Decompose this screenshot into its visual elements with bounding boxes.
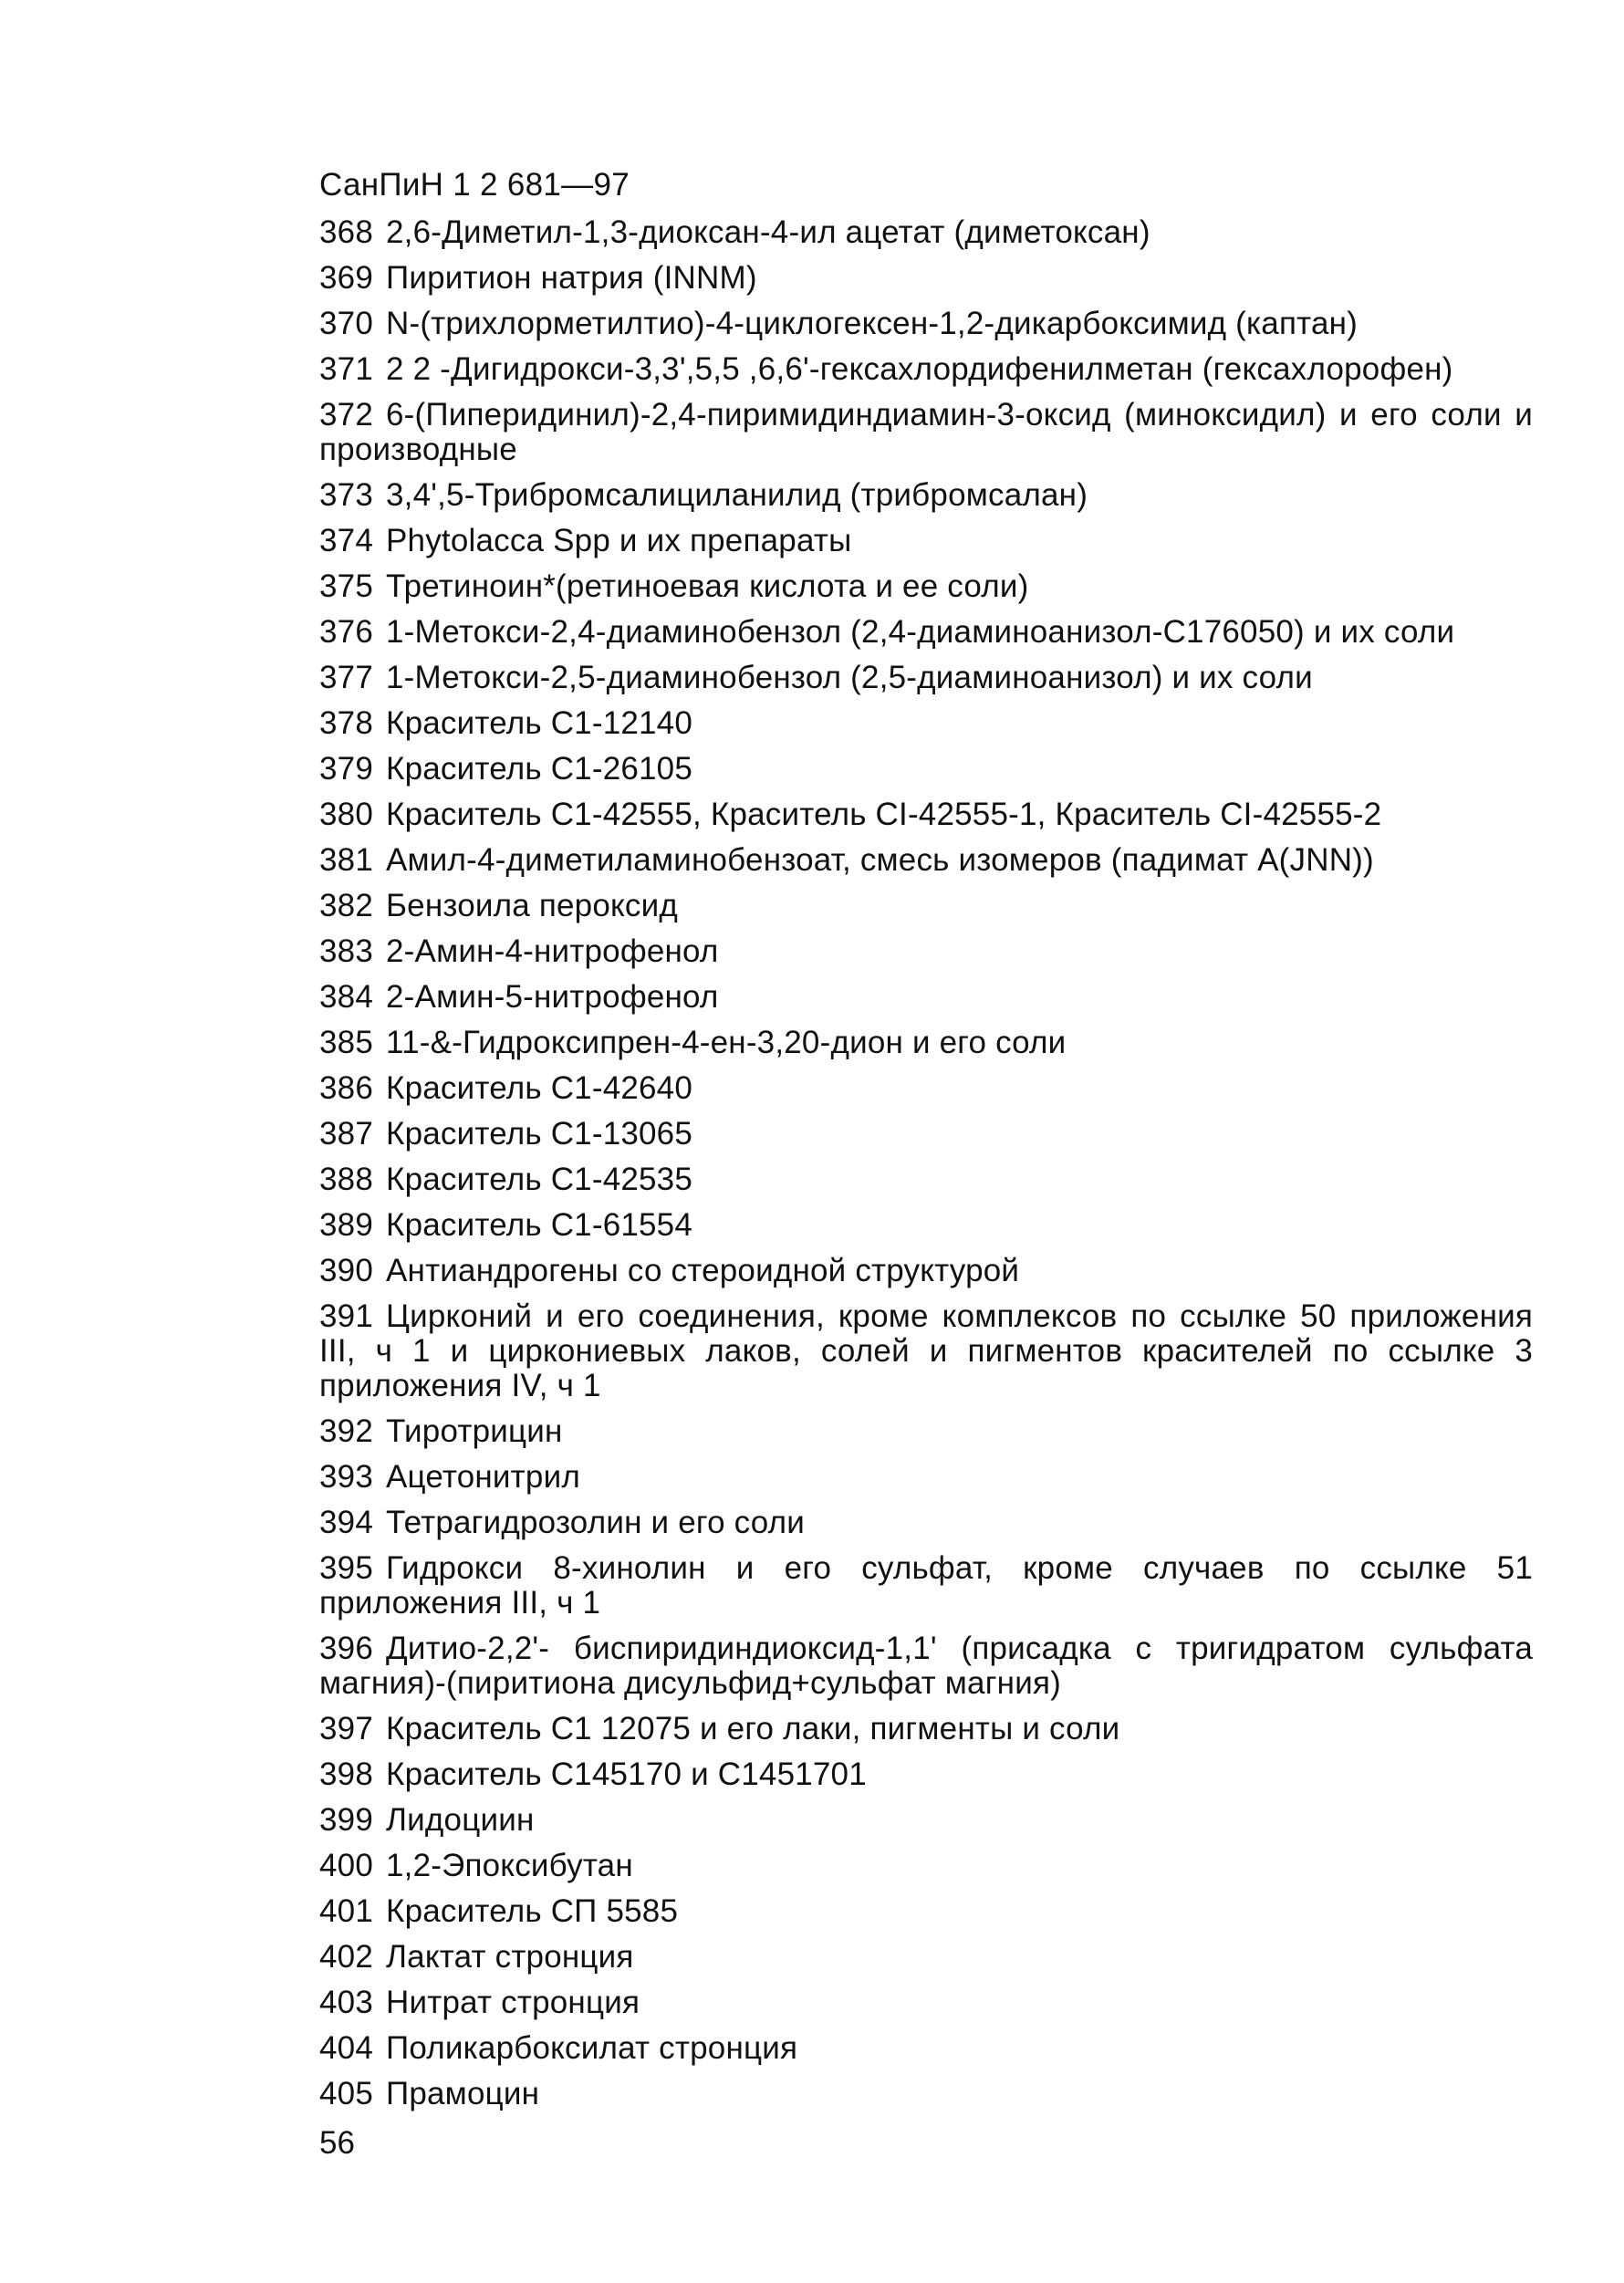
entry-text: Краситель С1-42535 [386,1162,693,1197]
list-item [319,1208,1533,1243]
entry-number: 384 [319,979,373,1015]
entry-number: 383 [319,933,373,969]
entry-number: 403 [319,1985,373,2020]
list-item [319,1849,1533,1883]
entry-number: 371 [319,351,373,387]
list-item [319,398,1533,467]
entry-text: Прамоцин [386,2076,540,2111]
list-item [319,661,1533,695]
entry-number: 377 [319,660,373,695]
list-item [319,615,1533,650]
entry-number: 402 [319,1939,373,1975]
entry-text: Phytolacca Spp и их препараты [386,523,852,558]
entry-number: 391 [319,1298,373,1334]
entry-number: 392 [319,1413,373,1449]
entry-text: Гидрокси 8-хинолин и его сульфат, кроме случаев по ссылке 51 приложения III, ч 1 [319,1550,1533,1621]
entry-number: 382 [319,888,373,923]
entry-number: 386 [319,1070,373,1106]
entry-number: 374 [319,523,373,558]
list-item [319,1631,1533,1701]
entry-text: N-(трихлорметилтио)-4-циклогексен-1,2-дикарбоксимид (каптан) [386,306,1358,341]
list-item [319,1414,1533,1449]
entry-number: 369 [319,260,373,296]
list-item [319,1254,1533,1288]
entry-number: 390 [319,1253,373,1288]
list-item [319,569,1533,604]
entry-text: Краситель С1-61554 [386,1207,693,1243]
entry-number: 385 [319,1025,373,1060]
entry-text: Поликарбоксилат стронция [386,2030,798,2066]
list-item [319,524,1533,558]
entry-number: 396 [319,1631,373,1666]
substance-list [319,215,1533,2111]
list-item [319,934,1533,969]
entry-text: 1-Метокси-2,5-диаминобензол (2,5-диаминоанизол) и их соли [386,660,1313,695]
entry-number: 370 [319,306,373,341]
entry-number: 379 [319,751,373,787]
entry-text: 6-(Пиперидинил)-2,4-пиримидиндиамин-3-оксид (миноксидил) и его соли и производные [319,397,1533,467]
list-item [319,1506,1533,1540]
entry-number: 398 [319,1757,373,1792]
entry-number: 375 [319,568,373,604]
list-item [319,1551,1533,1621]
entry-number: 381 [319,842,373,878]
entry-number: 368 [319,214,373,250]
entry-text: Ацетонитрил [386,1459,580,1495]
list-item [319,752,1533,787]
list-item [319,1071,1533,1106]
entry-text: Краситель С1-13065 [386,1116,693,1152]
entry-number: 394 [319,1505,373,1540]
list-item [319,980,1533,1015]
entry-text: 1-Метокси-2,4-диаминобензол (2,4-диаминоанизол-С176050) и их соли [386,614,1455,650]
list-item [319,1712,1533,1746]
entry-text: Цирконий и его соединения, кроме комплексов по ссылке 50 приложения III, ч 1 и циркониевых лаков, солей и пигментов красителей по ссылке 3 приложения IV, ч 1 [319,1298,1533,1403]
entry-text: Краситель С1 12075 и его лаки, пигменты и соли [386,1711,1120,1746]
list-item [319,1803,1533,1838]
entry-text: Лидоциин [386,1802,535,1838]
entry-number: 400 [319,1848,373,1883]
entry-text: 2 2 -Дигидрокси-3,3',5,5 ,6,6'-гексахлордифенилметан (гексахлорофен) [386,351,1453,387]
entry-text: Тетрагидрозолин и его соли [386,1505,806,1540]
list-item [319,1894,1533,1929]
entry-text: Тиротрицин [386,1413,563,1449]
entry-number: 397 [319,1711,373,1746]
list-item [319,1162,1533,1197]
entry-text: Краситель С1-12140 [386,705,693,741]
list-item [319,478,1533,513]
page-number: 56 [319,2125,355,2161]
entry-text: 2-Амин-5-нитрофенол [386,979,719,1015]
entry-text: Третиноин*(ретиноевая кислота и ее соли) [386,568,1029,604]
entry-number: 404 [319,2030,373,2066]
entry-text: Антиандрогены со стероидной структурой [386,1253,1020,1288]
entry-text: Краситель С1-42555, Краситель CI-42555-1, Краситель CI-42555-2 [386,797,1382,832]
list-item [319,1460,1533,1495]
list-item [319,1026,1533,1060]
entry-text: Краситель СП 5585 [386,1893,679,1929]
list-item [319,1940,1533,1975]
list-item [319,261,1533,296]
list-item [319,1757,1533,1792]
entry-text: Бензоила пероксид [386,888,678,923]
entry-number: 401 [319,1893,373,1929]
running-header: СанПиН 1 2 681—97 [319,167,630,203]
entry-text: 3,4',5-Трибромсалициланилид (трибромсалан) [386,477,1088,513]
entry-text: 2-Амин-4-нитрофенол [386,933,719,969]
entry-number: 380 [319,797,373,832]
entry-text: Нитрат стронция [386,1985,640,2020]
entry-number: 393 [319,1459,373,1495]
entry-number: 376 [319,614,373,650]
entry-text: Пиритион натрия (INNM) [386,260,757,296]
list-item [319,797,1533,832]
entry-text: 1,2-Эпоксибутан [386,1848,633,1883]
list-item [319,1117,1533,1152]
list-item [319,889,1533,923]
document-page [319,164,1533,2164]
list-item [319,2031,1533,2066]
entry-number: 389 [319,1207,373,1243]
entry-number: 405 [319,2076,373,2111]
list-item [319,2077,1533,2111]
entry-number: 372 [319,397,373,433]
entry-text: Краситель С1-42640 [386,1070,693,1106]
entry-number: 388 [319,1162,373,1197]
list-item [319,843,1533,878]
entry-text: Амил-4-диметиламинобензоат, смесь изомеров (падимат A(JNN)) [386,842,1374,878]
list-item [319,307,1533,341]
list-item [319,1986,1533,2020]
list-item [319,352,1533,387]
entry-number: 378 [319,705,373,741]
entry-text: Дитио-2,2'- биспиридиндиоксид-1,1' (присадка с тригидратом сульфата магния)-(пиритиона дисульфид+сульфат магния) [319,1631,1533,1701]
list-item [319,1299,1533,1403]
entry-number: 387 [319,1116,373,1152]
entry-text: Лактат стронция [386,1939,634,1975]
entry-text: 2,6-Диметил-1,3-диоксан-4-ил ацетат (диметоксан) [386,214,1150,250]
entry-text: Краситель С1-26105 [386,751,693,787]
list-item [319,215,1533,250]
entry-number: 399 [319,1802,373,1838]
entry-number: 373 [319,477,373,513]
entry-text: 11-&-Гидроксипрен-4-ен-3,20-дион и его соли [386,1025,1067,1060]
entry-number: 395 [319,1550,373,1586]
entry-text: Краситель С145170 и С1451701 [386,1757,867,1792]
list-item [319,706,1533,741]
